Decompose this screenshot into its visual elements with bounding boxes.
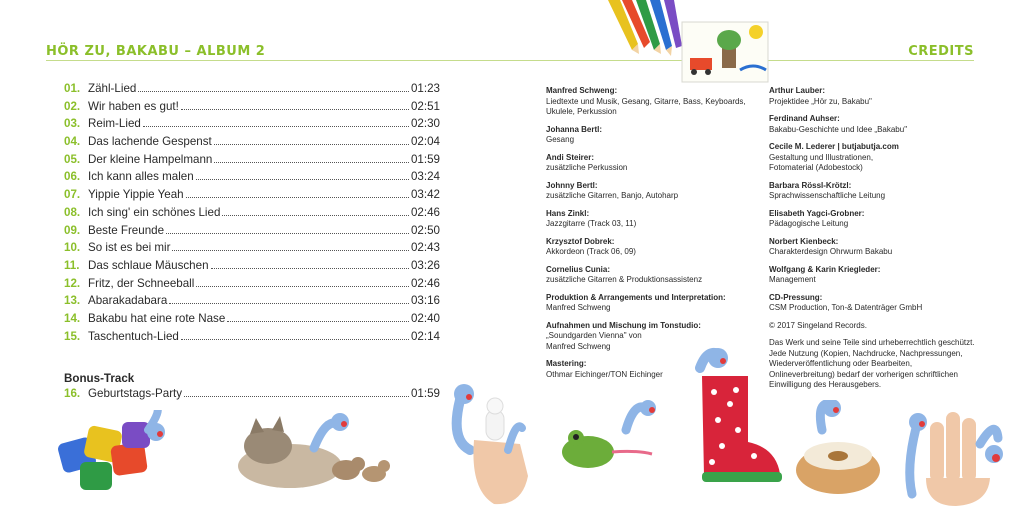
credit-role: zusätzliche Gitarren & Produktionsassistenz: [546, 275, 703, 284]
track-number: 06.: [64, 170, 81, 184]
track-number: 10.: [64, 241, 81, 255]
track-row: [64, 312, 440, 330]
track-title: Geburtstags-Party: [88, 387, 183, 400]
credit-entry: [546, 153, 756, 174]
credit-name: Aufnahmen und Mischung im Tonstudio:: [546, 320, 701, 330]
pencils: [608, 0, 682, 56]
credit-role: Jazzgitarre (Track 03, 11): [546, 219, 637, 228]
track-row: [64, 153, 440, 171]
credit-role: Manfred Schweng: [546, 303, 611, 312]
track-row: [64, 82, 440, 100]
credit-entry: [769, 142, 984, 174]
credit-role: Akkordeon (Track 06, 09): [546, 247, 636, 256]
credit-role: zusätzliche Perkussion: [546, 163, 628, 172]
credit-name: Cornelius Cunia:: [546, 264, 611, 274]
leader-dots: [143, 126, 409, 127]
credit-name: Hans Zinkl:: [546, 208, 590, 218]
track-row: [64, 294, 440, 312]
credits-title: CREDITS: [908, 44, 974, 59]
track-number: 16.: [64, 387, 81, 400]
track-duration: 02:43: [410, 241, 440, 255]
track-title: Taschentuch-Lied: [88, 329, 179, 343]
credit-entry: [769, 237, 984, 258]
pencils-drawing-illustration: [598, 0, 778, 86]
track-duration: 01:59: [410, 387, 440, 400]
track-row: [64, 259, 440, 277]
track-title: Zähl-Lied: [88, 82, 137, 95]
credit-role: „Soundgarden Vienna" von Manfred Schweng: [546, 331, 642, 351]
track-row: [64, 170, 440, 188]
track-row: [64, 100, 440, 118]
header-divider: [46, 60, 974, 61]
credit-entry: [546, 265, 756, 286]
credit-role: CSM Production, Ton-& Datenträger GmbH: [769, 303, 923, 312]
cake-illustration: [792, 400, 892, 500]
leader-dots: [214, 144, 409, 145]
track-duration: 01:59: [410, 152, 440, 166]
track-duration: 03:24: [410, 170, 440, 184]
album-title: HÖR ZU, BAKABU – ALBUM 2: [46, 44, 266, 59]
credit-role: Liedtexte und Musik, Gesang, Gitarre, Bass, Keyboards, Ukulele, Perkussion: [546, 96, 746, 116]
credit-entry: [769, 265, 984, 286]
track-number: 13.: [64, 294, 81, 308]
track-number: 07.: [64, 188, 81, 202]
track-row: [64, 387, 440, 405]
track-duration: 02:40: [410, 311, 440, 325]
credit-entry: [769, 293, 984, 314]
credit-entry: [769, 181, 984, 202]
leader-dots: [184, 396, 409, 397]
track-number: 12.: [64, 276, 81, 290]
credit-name: Elisabeth Yagci-Grobner:: [769, 208, 865, 218]
leader-dots: [196, 286, 409, 287]
credit-entry: [769, 209, 984, 230]
credit-entry: [769, 86, 984, 107]
leader-dots: [166, 233, 409, 234]
track-number: 09.: [64, 223, 81, 237]
track-row: [64, 330, 440, 348]
credit-entry: [769, 114, 984, 135]
credit-role: Sprachwissenschaftliche Leitung: [769, 191, 886, 200]
bonus-heading: Bonus-Track: [64, 372, 135, 385]
track-title: Beste Freunde: [88, 223, 165, 237]
track-title: Das lachende Gespenst: [88, 135, 212, 149]
track-list: [64, 82, 440, 347]
track-row: [64, 277, 440, 295]
track-duration: 03:42: [410, 188, 440, 202]
leader-dots: [181, 109, 409, 110]
track-row: [64, 188, 440, 206]
leader-dots: [172, 250, 409, 251]
frog-illustration: [556, 400, 666, 480]
credit-role: Charakterdesign Ohrwurm Bakabu: [769, 247, 893, 256]
credit-role: Gesang: [546, 135, 575, 144]
credit-entry: [546, 125, 756, 146]
track-duration: 03:16: [410, 294, 440, 308]
track-number: 02.: [64, 99, 81, 113]
leader-dots: [196, 179, 409, 180]
credit-name: Ferdinand Auhser:: [769, 114, 840, 123]
track-duration: 02:46: [410, 205, 440, 219]
credit-entry: [546, 181, 756, 202]
credit-name: Wolfgang & Karin Kriegleder:: [769, 264, 881, 274]
credit-role: Projektidee „Hör zu, Bakabu": [769, 96, 872, 106]
rain-boot-illustration: [688, 346, 788, 496]
track-title: So ist es bei mir: [88, 241, 171, 255]
track-title: Ich sing' ein schönes Lied: [88, 205, 221, 219]
credit-entry: [546, 293, 756, 314]
track-row: [64, 135, 440, 153]
credit-entry: [546, 209, 756, 230]
credit-name: Andi Steirer:: [546, 152, 595, 162]
track-title: Fritz, der Schneeball: [88, 276, 195, 290]
credit-name: CD-Pressung:: [769, 292, 823, 302]
track-title: Der kleine Hampelmann: [88, 152, 213, 166]
track-row: [64, 206, 440, 224]
credit-name: Krzysztof Dobrek:: [546, 236, 615, 246]
track-title: Ich kann alles malen: [88, 170, 194, 184]
track-number: 05.: [64, 152, 81, 166]
track-duration: 02:46: [410, 276, 440, 290]
credit-role: Gestaltung und Illustrationen, Fotomaterial (Adobestock): [769, 152, 874, 172]
cat-mouse-illustration: [228, 408, 398, 500]
track-number: 15.: [64, 329, 81, 343]
credit-name: Arthur Lauber:: [769, 86, 825, 95]
credit-name: Manfred Schweng:: [546, 86, 618, 95]
leader-dots: [211, 268, 409, 269]
track-row: [64, 241, 440, 259]
track-number: 03.: [64, 117, 81, 131]
track-duration: 02:30: [410, 117, 440, 131]
track-number: 11.: [64, 258, 80, 272]
track-title: Yippie Yippie Yeah: [88, 188, 184, 202]
child-drawing: [682, 22, 768, 82]
leader-dots: [222, 215, 409, 216]
track-duration: 01:23: [410, 82, 440, 95]
leader-dots: [214, 162, 409, 163]
track-title: Das schlaue Mäuschen: [88, 258, 209, 272]
copyright-notice: © 2017 Singeland Records.: [769, 320, 867, 330]
finger-worms-illustration: [896, 398, 1008, 510]
track-title: Bakabu hat eine rote Nase: [88, 311, 226, 325]
track-title: Abarakadabara: [88, 294, 168, 308]
credit-name: Norbert Kienbeck:: [769, 236, 839, 246]
track-duration: 02:14: [410, 329, 440, 343]
credit-name: Produktion & Arrangements und Interpretation:: [546, 292, 726, 302]
track-duration: 02:04: [410, 135, 440, 149]
legal-notice: Das Werk und seine Teile sind urheberrechtlich geschützt. Jede Nutzung (Kopien, Nachdrucke, Nachpressungen, Wiederveröffentlichung oder Bearbeiten, Onlineverbreitung) bedarf der vorherigen schriftlichen Einwilligung des Herausgebers.: [769, 338, 975, 389]
letter-blocks-illustration: [52, 410, 172, 500]
bonus-track: [64, 387, 440, 405]
credit-role: Othmar Eichinger/TON Eichinger: [546, 369, 663, 379]
leader-dots: [169, 303, 409, 304]
credit-name: Johanna Bertl:: [546, 124, 603, 134]
leader-dots: [186, 197, 409, 198]
track-number: 14.: [64, 311, 81, 325]
track-duration: 03:26: [410, 258, 440, 272]
track-title: Reim-Lied: [88, 117, 141, 131]
credit-role: Management: [769, 275, 816, 284]
credit-role: zusätzliche Gitarren, Banjo, Autoharp: [546, 191, 679, 200]
credits-column-2: [769, 86, 984, 398]
track-duration: 02:51: [410, 99, 440, 113]
finger-puppet-illustration: [450, 380, 540, 510]
credits-column-1: [546, 86, 756, 387]
credit-name: Barbara Rössl-Krötzl:: [769, 180, 852, 190]
track-row: [64, 117, 440, 135]
credit-role: Bakabu-Geschichte und Idee „Bakabu": [769, 124, 908, 134]
credit-name: Cecile M. Lederer | butjabutja.com: [769, 142, 899, 151]
leader-dots: [227, 321, 409, 322]
track-title: Wir haben es gut!: [88, 99, 179, 113]
leader-dots: [138, 91, 409, 92]
track-number: 01.: [64, 82, 81, 95]
credit-name: Mastering:: [546, 359, 587, 368]
track-duration: 02:50: [410, 223, 440, 237]
credit-role: Pädagogische Leitung: [769, 219, 849, 228]
credit-name: Johnny Bertl:: [546, 180, 598, 190]
credit-entry: [546, 237, 756, 258]
track-number: 04.: [64, 135, 81, 149]
track-row: [64, 224, 440, 242]
credit-entry: [546, 86, 756, 118]
track-number: 08.: [64, 205, 81, 219]
leader-dots: [181, 339, 409, 340]
